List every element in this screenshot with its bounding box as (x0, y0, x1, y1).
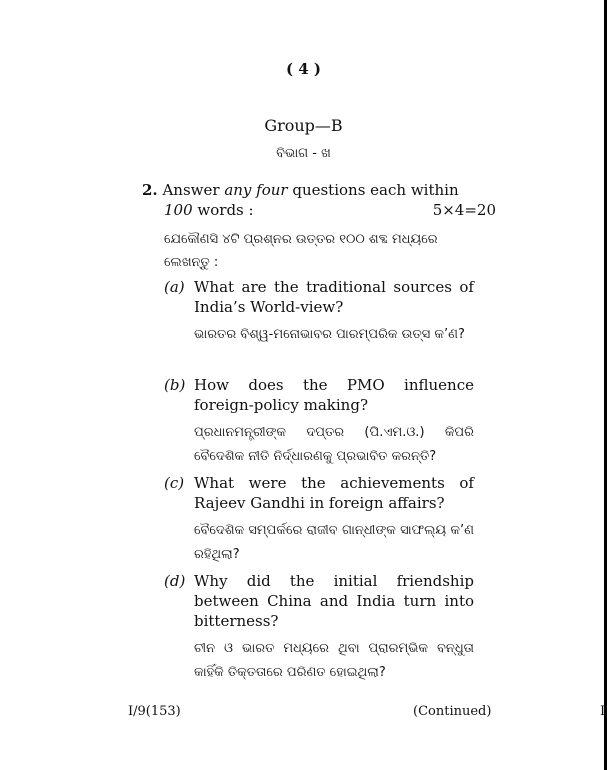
question-text-post: questions each within (287, 181, 459, 199)
continued-label: (Continued) (413, 704, 492, 719)
subquestion-english: How does the PMO influence foreign-policy making? (194, 376, 474, 414)
question-2-instruction (142, 180, 502, 220)
subquestion-b (164, 375, 474, 469)
subquestion-odia: ଚୀନ ଓ ଭାରତ ମଧ୍ୟରେ ଥିବା ପ୍ରାରମ୍ଭିକ ବନ୍ଧୁତା କାହିଁକି ତିକ୍ତତାରେ ପରିଣତ ହୋଇଥିଲା? (194, 641, 474, 680)
question-number: 2. (142, 181, 158, 199)
subquestion-english: What are the traditional sources of India’s World-view? (194, 278, 474, 316)
page-number: ( 4 ) (285, 60, 322, 78)
subquestion-odia: ଭାରତର ବିଶ୍ୱ-ମନୋଭାବର ପାରମ୍ପରିକ ଉତ୍ସ କ’ଣ? (194, 327, 465, 342)
question-words-rest: words : (192, 201, 254, 219)
subquestion-a (164, 277, 474, 347)
subquestion-label: (d) (164, 572, 186, 590)
paper-code: I/9(153) (128, 704, 181, 719)
question-marks: 5×4=20 (432, 201, 496, 219)
question-odia-instruction: ଯେକୌଣସି ୪ଟି ପ୍ରଶ୍ନର ଉତ୍ତର ୧୦୦ ଶବ୍ଦ ମଧ୍ୟରେ ଲେଖନ୍ତୁ : (164, 232, 438, 270)
subquestion-label: (c) (164, 474, 185, 492)
subquestion-d (164, 571, 474, 685)
group-title: Group—B (264, 116, 343, 135)
subquestion-odia: ବୈଦେଶିକ ସମ୍ପର୍କରେ ରାଜୀବ ଗାନ୍ଧୀଙ୍କ ସାଫଲ୍ୟ କ’ଣ ରହିଥିଲା? (194, 523, 474, 562)
group-title-odia: ବିଭାଗ - ଖ (276, 146, 331, 161)
subquestion-label: (b) (164, 376, 186, 394)
edge-mark: I (600, 704, 606, 719)
subquestion-c (164, 473, 474, 567)
subquestion-english: What were the achievements of Rajeev Gandhi in foreign affairs? (194, 474, 474, 512)
question-text-pre: Answer (162, 181, 225, 199)
subquestion-english: Why did the initial friendship between China and India turn into bitterness? (194, 572, 474, 630)
question-text-italic: any four (224, 181, 288, 199)
question-words-italic: 100 (164, 201, 193, 219)
subquestion-label: (a) (164, 278, 185, 296)
subquestion-odia: ପ୍ରଧାନମନ୍ତ୍ରୀଙ୍କ ଦପ୍ତର (ପି.ଏମ.ଓ.) କିପରି ବୈଦେଶିକ ନୀତି ନିର୍ଦ୍ଧାରଣକୁ ପ୍ରଭାବିତ କରନ୍ତି? (194, 425, 474, 464)
